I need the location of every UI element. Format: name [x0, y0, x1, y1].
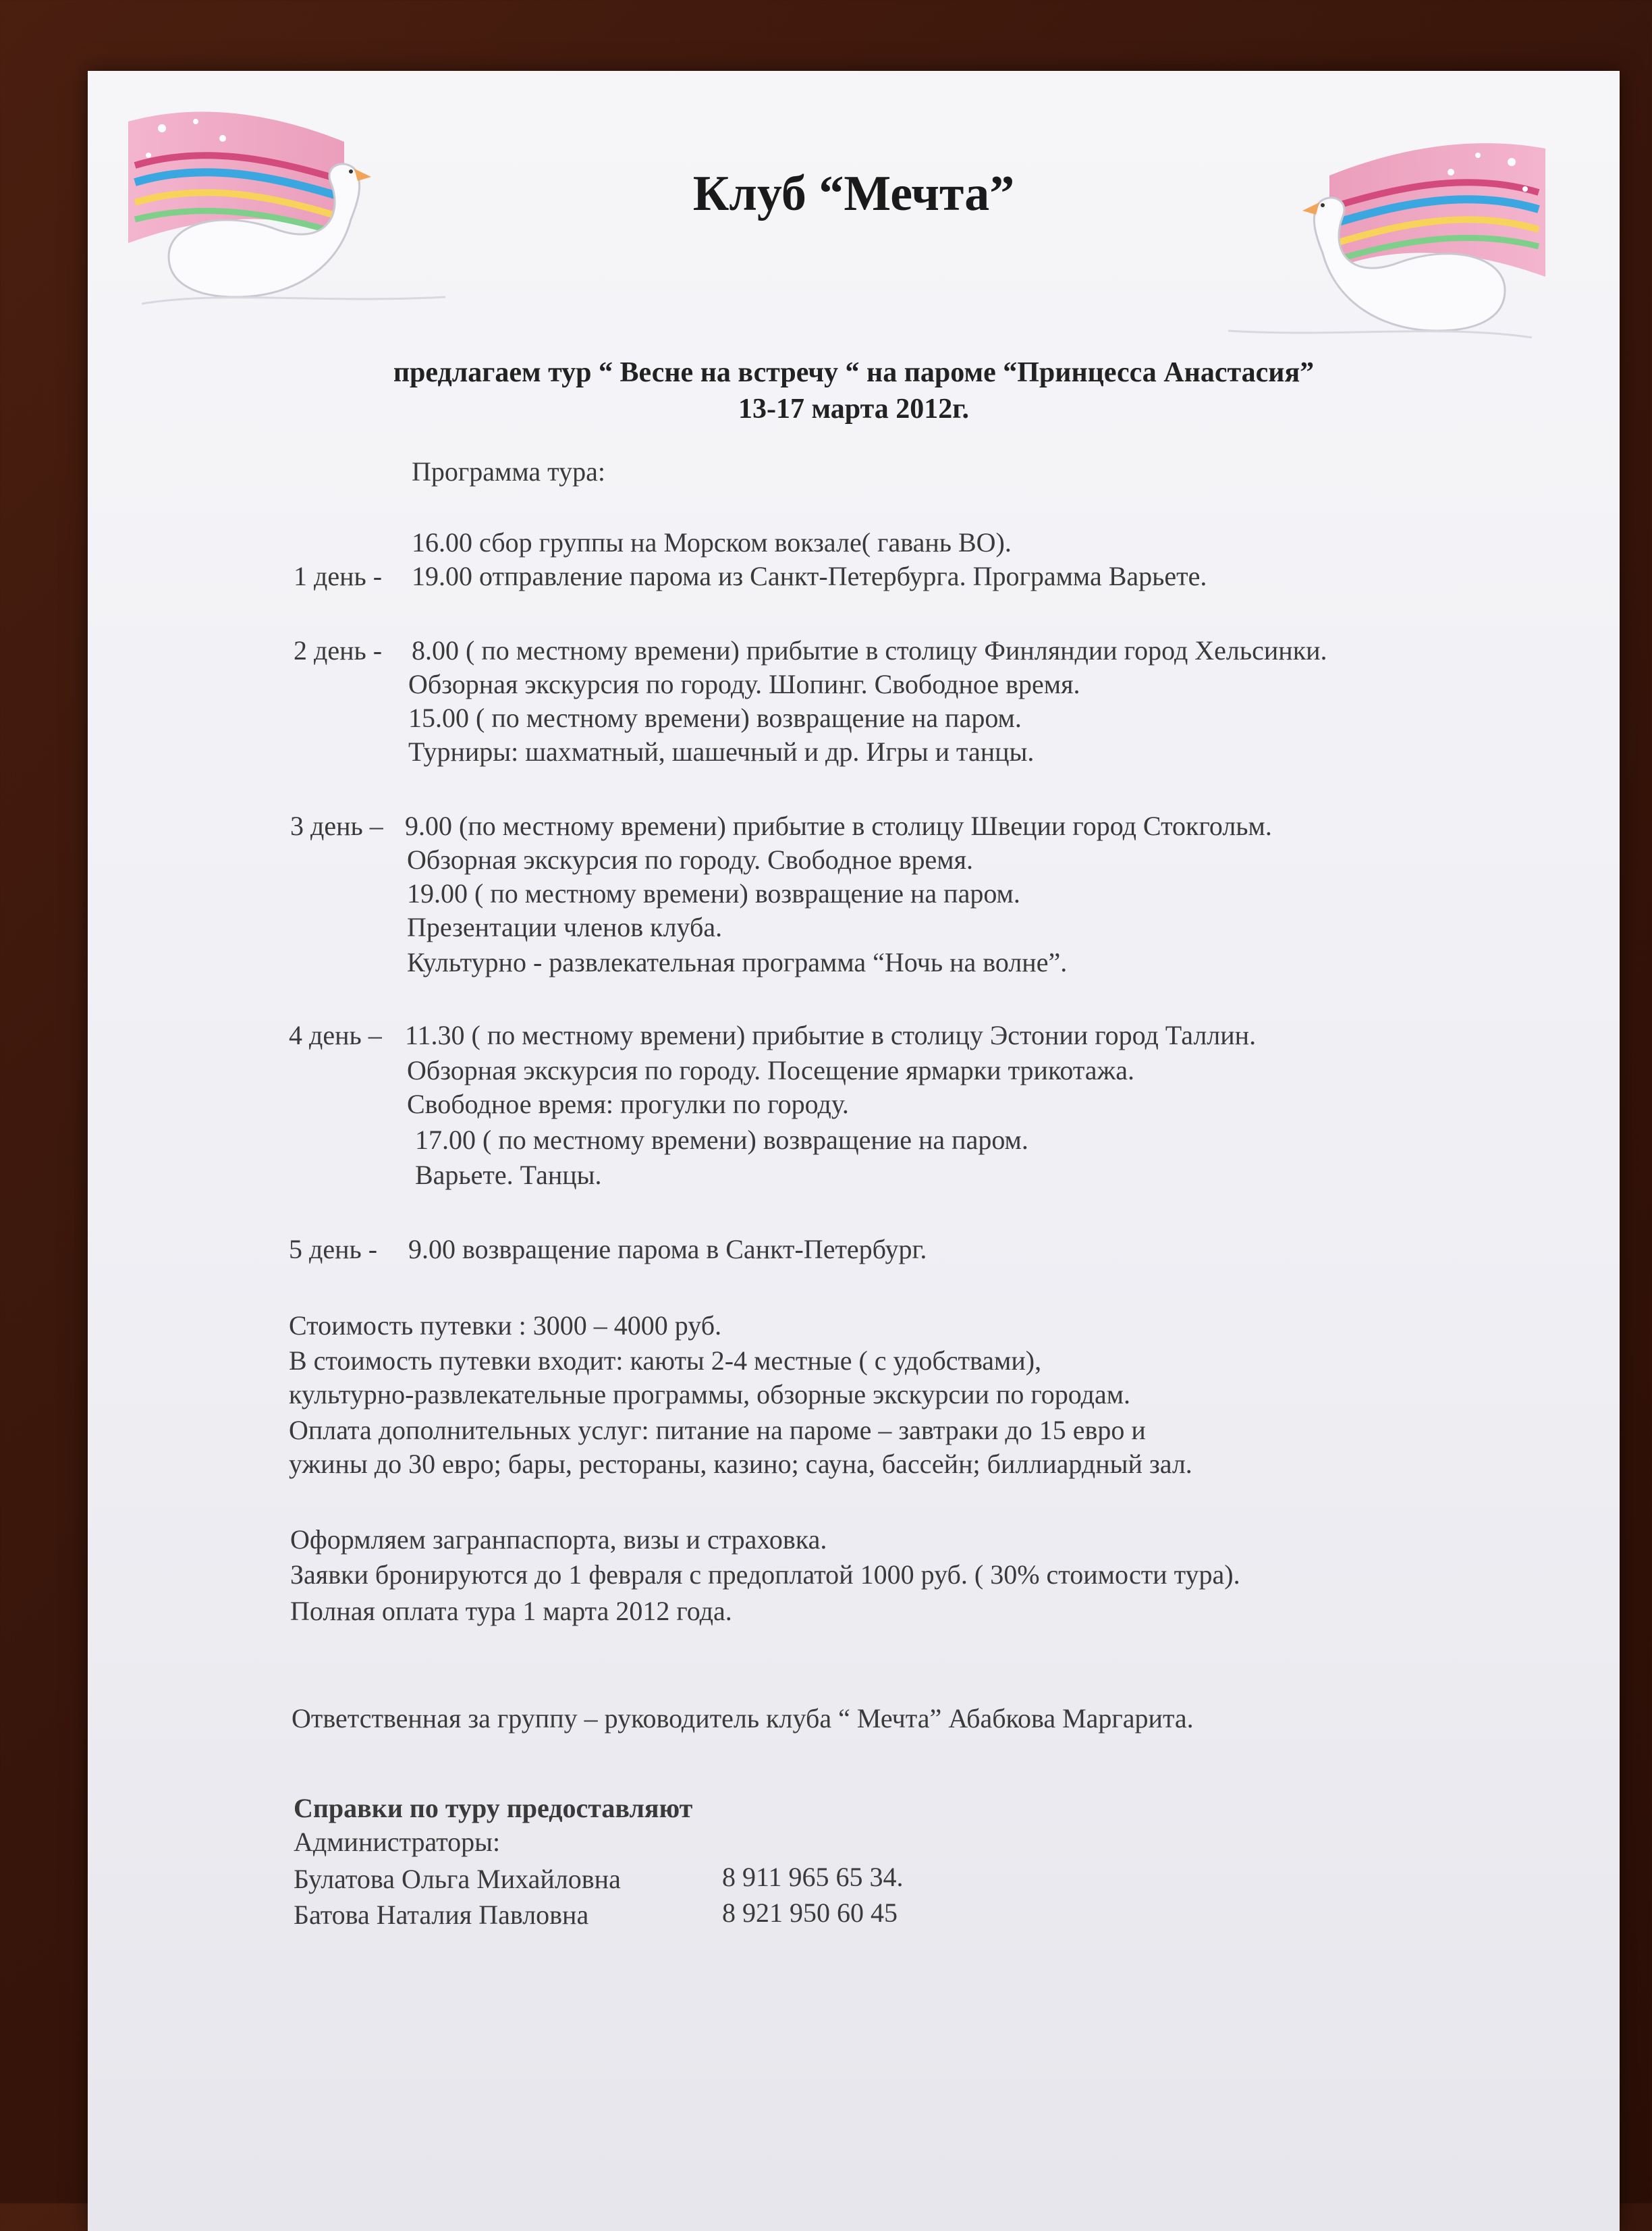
day3-line2: Обзорная экскурсия по городу. Свободное время. — [407, 844, 974, 875]
day3-label: 3 день – — [290, 811, 383, 841]
subtitle-tour-name: предлагаем тур “ Весне на встречу “ на пароме “Принцесса Анастасия” — [393, 357, 1315, 388]
day3-line3: 19.00 ( по местному времени) возвращение на паром. — [407, 878, 1020, 909]
day3-line4: Презентации членов клуба. — [407, 912, 723, 942]
price-line2: В стоимость путевки входит: каюты 2-4 местные ( с удобствами), — [289, 1345, 1042, 1376]
day2-line3: 15.00 ( по местному времени) возвращение на паром. — [408, 703, 1022, 733]
day1-line2: 19.00 отправление парома из Санкт-Петербурга. Программа Варьете. — [412, 561, 1207, 591]
contact-phone-2: 8 921 950 60 45 — [722, 1898, 898, 1928]
day4-line5: Варьете. Танцы. — [415, 1160, 602, 1190]
price-line3: культурно-развлекательные программы, обзорные экскурсии по городам. — [289, 1379, 1131, 1409]
day3-line5: Культурно - развлекательная программа “Ночь на волне”. — [407, 947, 1068, 977]
contact-phone-1: 8 911 965 65 34. — [722, 1862, 904, 1892]
contacts-subheading: Администраторы: — [294, 1827, 501, 1857]
day1-label: 1 день - — [294, 561, 383, 591]
day4-line3: Свободное время: прогулки по городу. — [407, 1089, 849, 1119]
contact-name-1: Булатова Ольга Михайловна — [294, 1864, 621, 1894]
document-title: Клуб “Мечта” — [692, 166, 1015, 221]
day4-line1: 11.30 ( по местному времени) прибытие в столицу Эстонии город Таллин. — [405, 1020, 1257, 1050]
booking-line3: Полная оплата тура 1 марта 2012 года. — [290, 1596, 732, 1626]
contacts-heading: Справки по туру предоставляют — [294, 1793, 693, 1823]
day2-label: 2 день - — [294, 635, 383, 666]
document-subtitle — [88, 354, 1620, 427]
day5-line1: 9.00 возвращение парома в Санкт-Петербург. — [408, 1234, 927, 1264]
day5-label: 5 день - — [289, 1234, 378, 1264]
day1-line1: 16.00 сбор группы на Морском вокзале( гавань ВО). — [412, 527, 1012, 558]
day3-line1: 9.00 (по местному времени) прибытие в столицу Швеции город Стокгольм. — [405, 811, 1272, 841]
program-heading: Программа тура: — [412, 456, 605, 487]
price-line5: ужины до 30 евро; бары, рестораны, казино; сауна, бассейн; биллиардный зал. — [289, 1449, 1192, 1479]
price-line4: Оплата дополнительных услуг: питание на пароме – завтраки до 15 евро и — [289, 1415, 1146, 1445]
day4-line4: 17.00 ( по местному времени) возвращение на паром. — [415, 1125, 1028, 1155]
contact-name-2: Батова Наталия Павловна — [294, 1900, 589, 1930]
booking-line1: Оформляем загранпаспорта, визы и страховка. — [290, 1524, 827, 1555]
day2-line2: Обзорная экскурсия по городу. Шопинг. Свободное время. — [408, 669, 1080, 699]
day4-line2: Обзорная экскурсия по городу. Посещение ярмарки трикотажа. — [407, 1055, 1134, 1085]
document-sheet — [88, 71, 1620, 2231]
day4-label: 4 день – — [289, 1020, 382, 1050]
responsible-person: Ответственная за группу – руководитель клуба “ Мечта” Абабкова Маргарита. — [292, 1703, 1194, 1733]
day2-line1: 8.00 ( по местному времени) прибытие в столицу Финляндии город Хельсинки. — [412, 635, 1327, 666]
booking-line2: Заявки бронируются до 1 февраля с предоплатой 1000 руб. ( 30% стоимости тура). — [290, 1559, 1240, 1590]
subtitle-dates: 13-17 марта 2012г. — [738, 394, 970, 425]
price-line1: Стоимость путевки : 3000 – 4000 руб. — [289, 1310, 722, 1341]
day2-line4: Турниры: шахматный, шашечный и др. Игры и танцы. — [408, 736, 1035, 767]
